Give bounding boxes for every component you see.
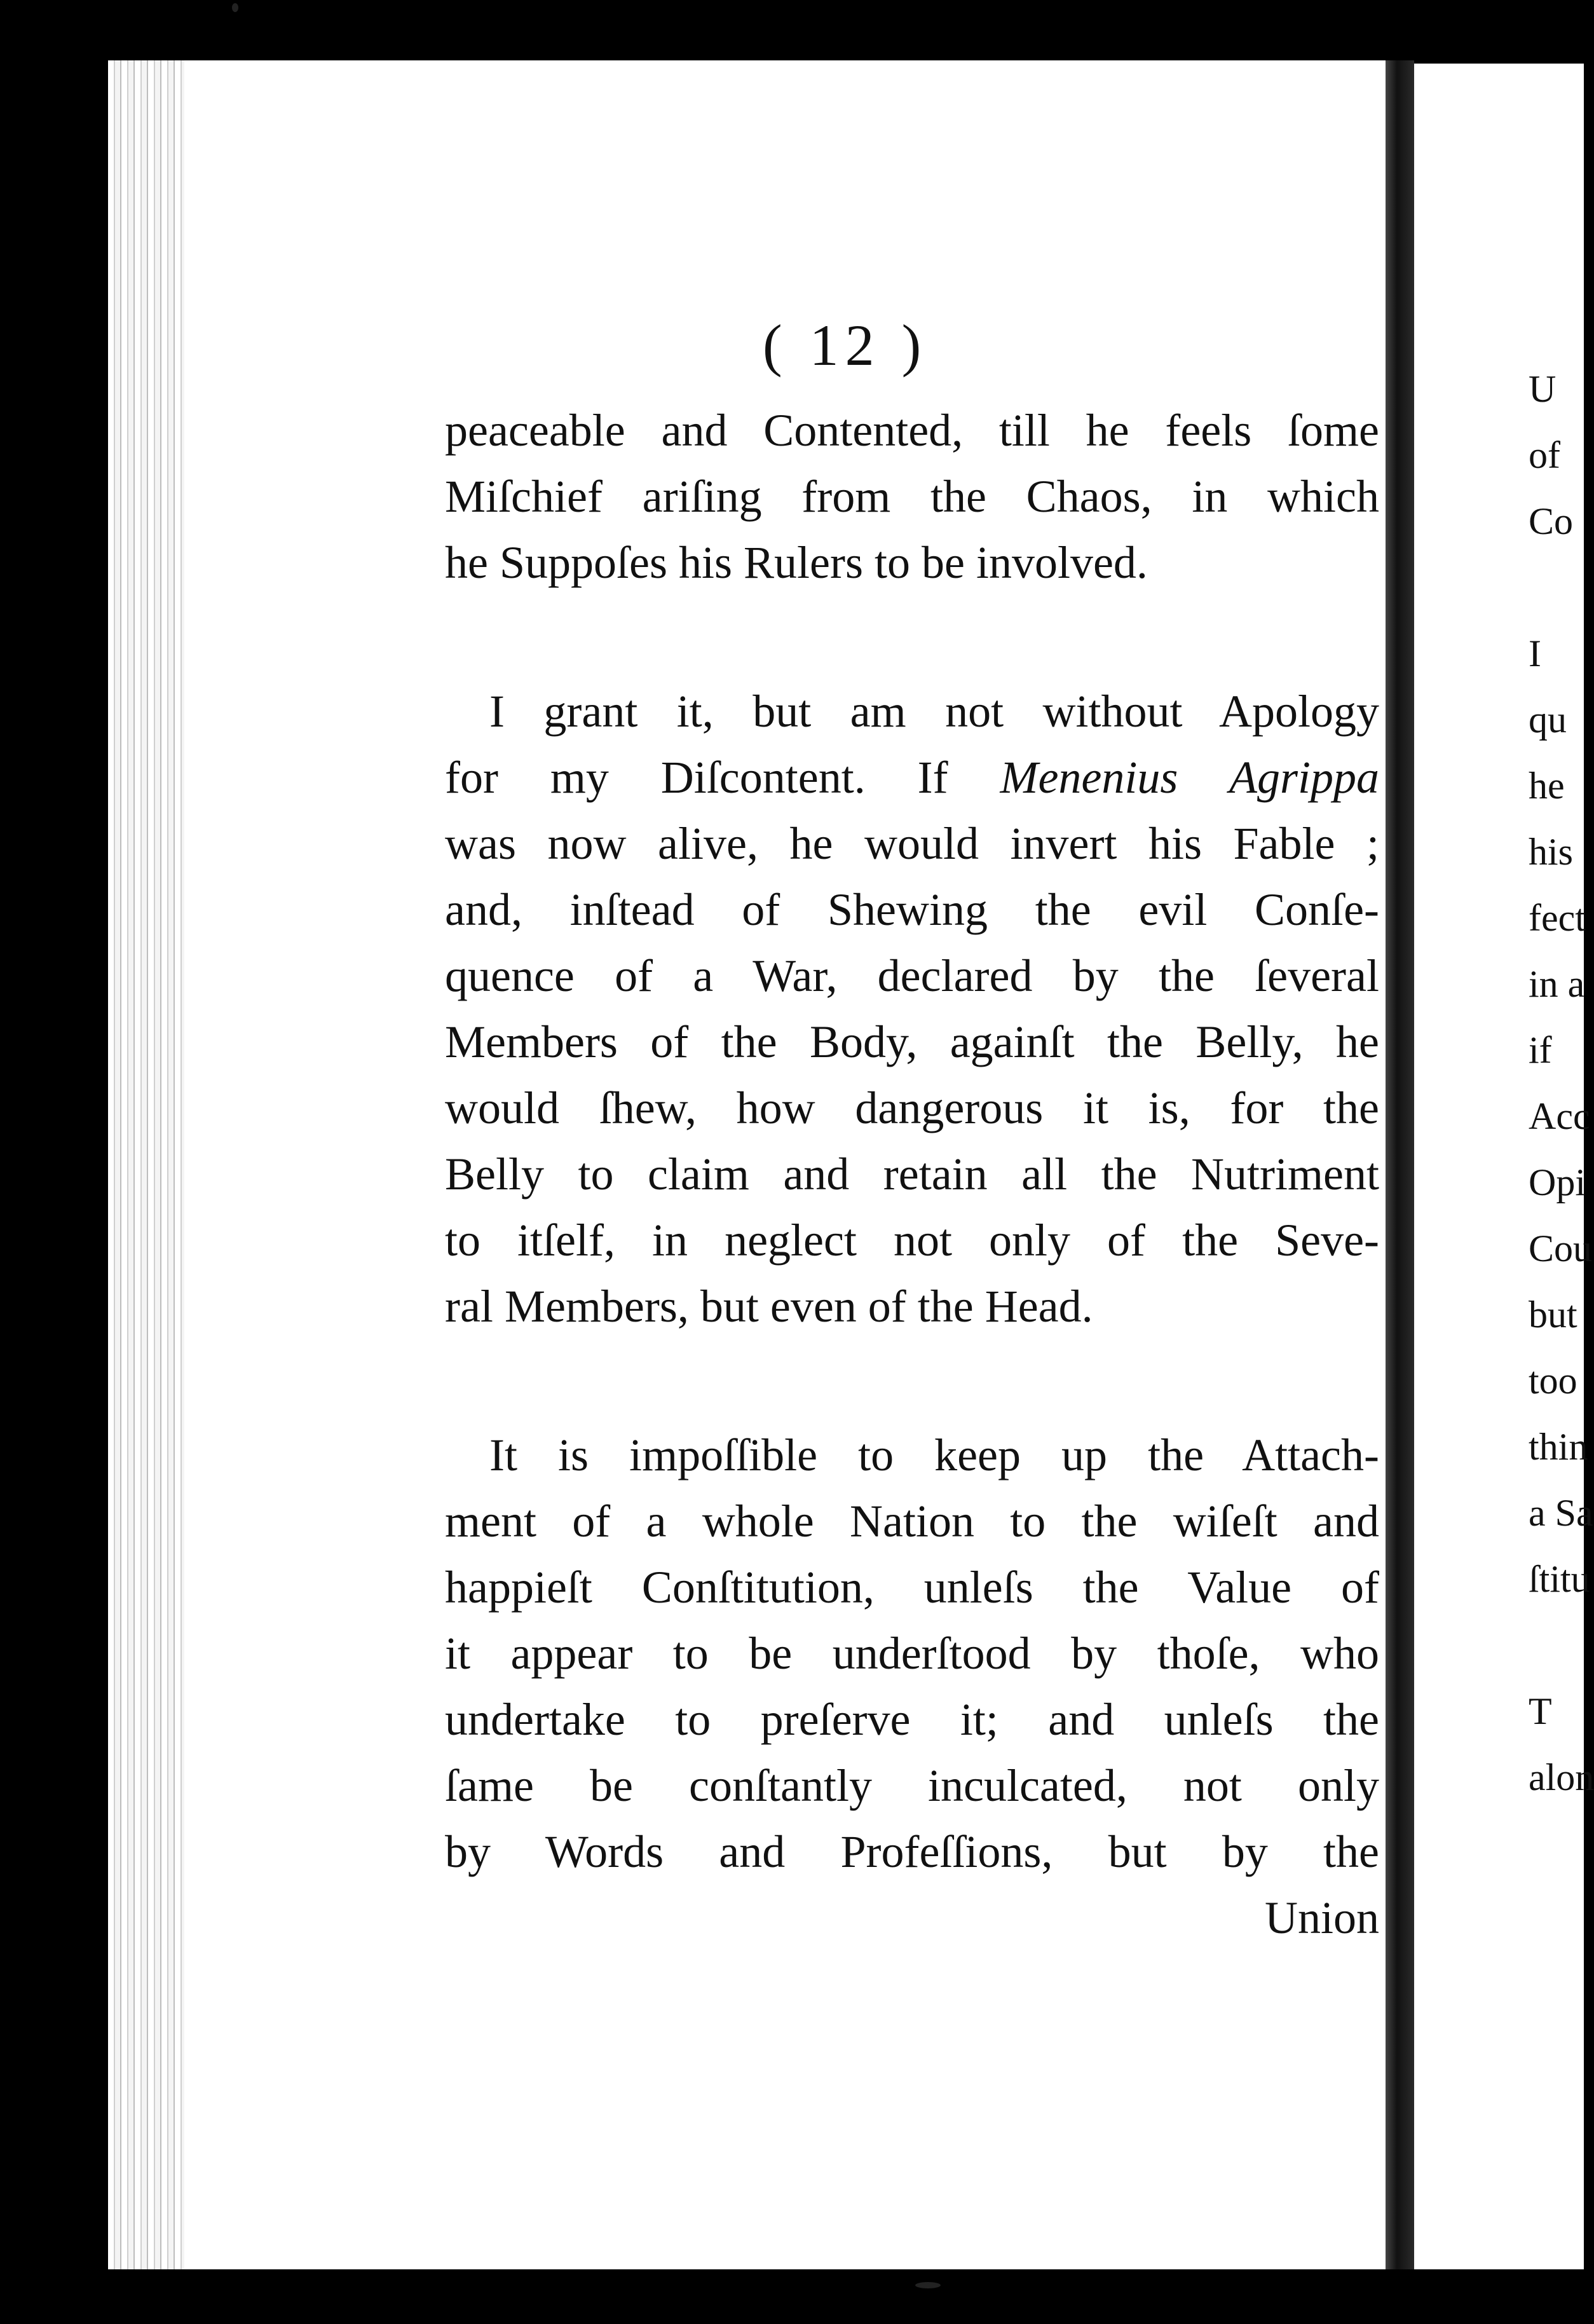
- text-line: [445, 744, 1379, 810]
- text-line: by Words and Profeſſions, but by the: [445, 1826, 1379, 1877]
- paragraph-1: [445, 397, 1379, 596]
- left-page: [108, 60, 1386, 2269]
- facing-fragment: alon: [1529, 1756, 1594, 1798]
- facing-fragment: his: [1529, 831, 1574, 873]
- facing-fragment: T: [1529, 1690, 1552, 1732]
- facing-fragment: of: [1529, 434, 1560, 476]
- text-line: he Suppoſes his Rulers to be involved.: [445, 537, 1148, 588]
- page-number: ( 12 ): [763, 313, 928, 378]
- facing-page-text: [1529, 356, 1594, 1810]
- text-line: ſame be conſtantly inculcated, not only: [445, 1760, 1379, 1811]
- facing-fragment: ſtitu: [1529, 1558, 1590, 1600]
- speck: [232, 3, 238, 12]
- paragraph-2: [445, 678, 1379, 1339]
- facing-fragment: but: [1529, 1294, 1577, 1336]
- facing-fragment: Co: [1529, 500, 1574, 542]
- italic-name: Menenius Agrippa: [1000, 752, 1379, 803]
- book-gutter: [1386, 60, 1414, 2269]
- text-line: peaceable and Contented, till he feels ſome: [445, 405, 1379, 456]
- facing-fragment: I: [1529, 632, 1541, 674]
- text-line: ral Members, but even of the Head.: [445, 1281, 1093, 1332]
- facing-fragment: qu: [1529, 699, 1567, 741]
- text-line: undertake to preſerve it; and unleſs the: [445, 1694, 1379, 1745]
- facing-fragment: too: [1529, 1360, 1577, 1402]
- text-line: it appear to be underſtood by thoſe, who: [445, 1628, 1379, 1679]
- facing-fragment: thin: [1529, 1426, 1588, 1468]
- facing-fragment: fect: [1529, 897, 1586, 939]
- facing-fragment: he: [1529, 765, 1565, 807]
- text-line: quence of a War, declared by the ſeveral: [445, 950, 1379, 1001]
- catchword: Union: [1265, 1892, 1379, 1943]
- facing-page: [1414, 64, 1594, 2269]
- page-edges: [108, 60, 184, 2269]
- text-line: It is impoſſible to keep up the Attach-: [489, 1430, 1379, 1480]
- text-line: ment of a whole Nation to the wiſeſt and: [445, 1496, 1379, 1547]
- facing-fragment: a Sa: [1529, 1492, 1593, 1534]
- text-line: would ſhew, how dangerous it is, for the: [445, 1083, 1379, 1133]
- text-line: was now alive, he would invert his Fable ;: [445, 818, 1379, 869]
- text-line: Miſchief ariſing from the Chaos, in which: [445, 471, 1379, 522]
- facing-fragment: Cou: [1529, 1227, 1593, 1269]
- body-text: [445, 397, 1379, 1951]
- facing-fragment: U: [1529, 368, 1557, 410]
- facing-fragment: if: [1529, 1029, 1552, 1071]
- facing-fragment: [1529, 1612, 1594, 1678]
- facing-fragment: Acc: [1529, 1095, 1590, 1137]
- facing-fragment: [1529, 554, 1594, 620]
- facing-fragment: Opi: [1529, 1161, 1586, 1203]
- text-line: Belly to claim and retain all the Nutriment: [445, 1149, 1379, 1200]
- paragraph-3: [445, 1422, 1379, 1951]
- text-line: Members of the Body, againſt the Belly, he: [445, 1016, 1379, 1067]
- facing-fragment: in a: [1529, 963, 1585, 1005]
- text-line: to itſelf, in neglect not only of the Seve-: [445, 1215, 1379, 1266]
- speck: [915, 2282, 941, 2288]
- text-line: I grant it, but am not without Apology: [489, 686, 1379, 737]
- text-line: happieſt Conſtitution, unleſs the Value of: [445, 1562, 1379, 1613]
- text-line: and, inſtead of Shewing the evil Conſe-: [445, 884, 1379, 935]
- text-line-start: for my Diſcontent. If: [445, 752, 1000, 803]
